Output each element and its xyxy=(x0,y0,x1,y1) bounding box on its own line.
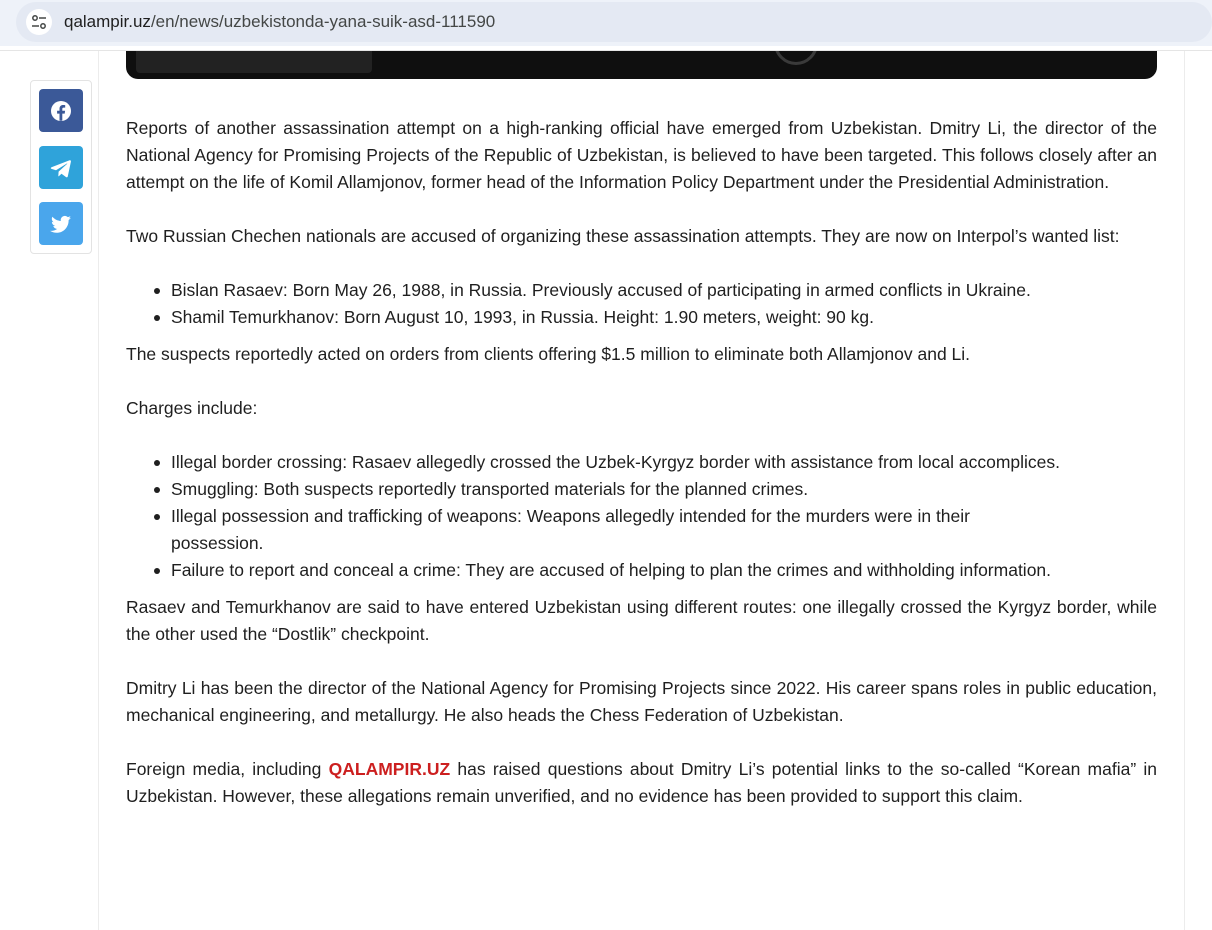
url-host: qalampir.uz xyxy=(64,12,151,31)
watch-on-youtube-button[interactable] xyxy=(136,51,372,73)
facebook-icon xyxy=(49,99,73,123)
site-settings-icon[interactable] xyxy=(26,9,52,35)
article-paragraph-career: Dmitry Li has been the director of the National Agency for Promising Projects since 2022. His career spans roles in public education, mechanical engineering, and metallurgy. He also heads the Chess Federation of Uzbekistan. xyxy=(126,678,1157,725)
article-paragraph-orders: The suspects reportedly acted on orders from clients offering $1.5 million to eliminate both Allamjonov and Li. xyxy=(126,344,971,364)
twitter-icon xyxy=(49,212,73,236)
suspects-list xyxy=(171,277,1157,331)
telegram-share-button[interactable] xyxy=(39,146,83,189)
list-item: Smuggling: Both suspects reportedly transported materials for the planned crimes. xyxy=(171,476,1157,503)
qalampir-brand-link[interactable]: QALAMPIR.UZ xyxy=(328,759,451,779)
media-text-after: has raised questions about Dmitry Li’s potential links to the so-called “Korean mafia” in Uzbekistan. However, these allegations remain unverified, and no evidence has been provided to support this claim. xyxy=(126,759,1157,806)
article-body xyxy=(126,115,1157,810)
article-paragraph-media xyxy=(126,756,1157,810)
url-text[interactable] xyxy=(64,12,495,32)
list-item: Bislan Rasaev: Born May 26, 1988, in Russia. Previously accused of participating in armed conflicts in Ukraine. xyxy=(171,277,1157,304)
list-item: Shamil Temurkhanov: Born August 10, 1993, in Russia. Height: 1.90 meters, weight: 90 kg. xyxy=(171,304,1157,331)
browser-address-bar xyxy=(0,0,1212,46)
twitter-share-button[interactable] xyxy=(39,202,83,245)
facebook-share-button[interactable] xyxy=(39,89,83,132)
media-text-before: Foreign media, including xyxy=(126,759,329,779)
video-embed[interactable] xyxy=(126,51,1157,79)
video-control-icon xyxy=(774,51,818,65)
telegram-icon xyxy=(49,156,73,180)
share-panel xyxy=(30,80,92,254)
article-paragraph-suspects-intro: Two Russian Chechen nationals are accused of organizing these assassination attempts. They are now on Interpol’s wanted list: xyxy=(126,226,1120,246)
article-paragraph-intro: Reports of another assassination attempt on a high-ranking official have emerged from Uzbekistan. Dmitry Li, the director of the National Agency for Promising Projects of the Republic of Uzbekistan, is believed to have been targeted. This follows closely after an attempt on the life of Komil Allamjonov, former head of the Information Policy Department under the Presidential Administration. xyxy=(126,118,1157,192)
charges-list xyxy=(171,449,1157,584)
url-path: /en/news/uzbekistonda-yana-suik-asd-111590 xyxy=(150,12,496,31)
content-border-right xyxy=(1184,51,1185,930)
article-paragraph-routes: Rasaev and Temurkhanov are said to have entered Uzbekistan using different routes: one illegally crossed the Kyrgyz border, while the other used the “Dostlik” checkpoint. xyxy=(126,597,1157,644)
content-border-left xyxy=(98,51,99,930)
list-item: Failure to report and conceal a crime: They are accused of helping to plan the crimes and withholding information. xyxy=(171,557,1157,584)
article-paragraph-charges-intro: Charges include: xyxy=(126,398,258,418)
list-item: Illegal border crossing: Rasaev allegedly crossed the Uzbek-Kyrgyz border with assistance from local accomplices. xyxy=(171,449,1157,476)
list-item: Illegal possession and trafficking of weapons: Weapons allegedly intended for the murders were in their possession. xyxy=(171,503,1157,557)
